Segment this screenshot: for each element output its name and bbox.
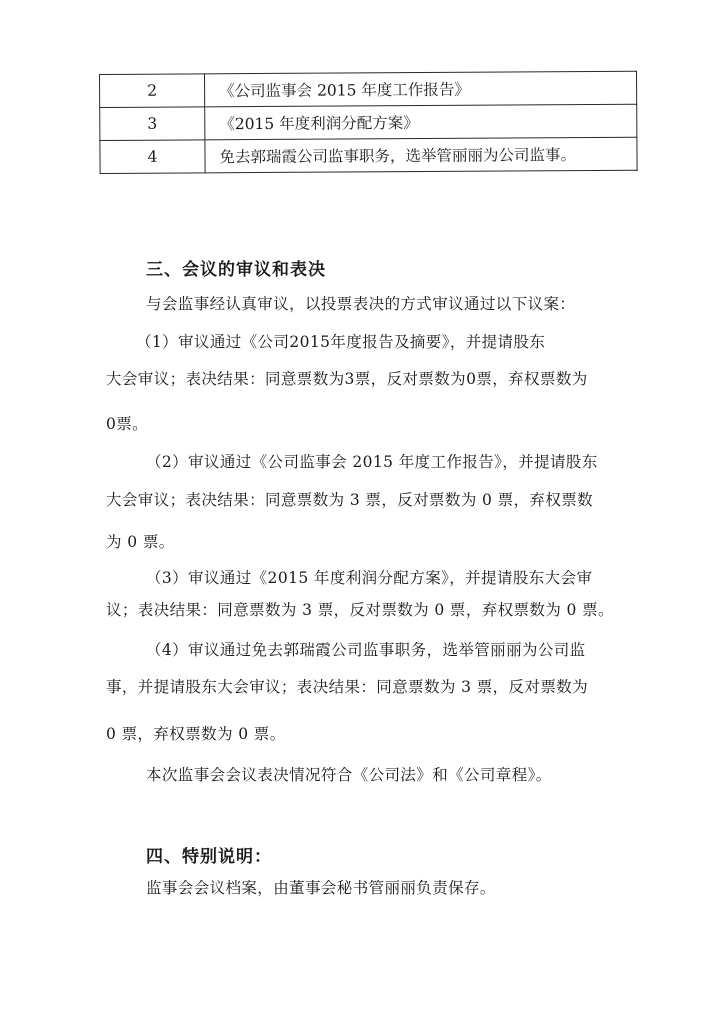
item4-line3: 0 票，弃权票数为 0 票。 <box>106 725 286 743</box>
row-number: 2 <box>100 74 205 108</box>
item1-line1: （1）审议通过《公司2015年度报告及摘要》，并提请股东 <box>136 333 546 351</box>
row-number: 3 <box>100 107 205 141</box>
row-number: 4 <box>100 140 205 174</box>
row-item: 免去郭瑞霞公司监事职务，选举管丽丽为公司监事。 <box>205 137 637 173</box>
agenda-table <box>99 71 638 174</box>
section3-intro: 与会监事经认真审议，以投票表决的方式审议通过以下议案： <box>146 295 576 313</box>
table-row <box>100 137 637 173</box>
table-row <box>100 71 637 107</box>
item4-line2: 事，并提请股东大会审议；表决结果：同意票数为 3 票，反对票数为 <box>106 678 589 696</box>
item3-line1: （3）审议通过《2015 年度利润分配方案》，并提请股东大会审 <box>146 569 593 587</box>
table-row <box>100 104 637 140</box>
row-item: 《公司监事会 2015 年度工作报告》 <box>205 71 637 107</box>
item2-line1: （2）审议通过《公司监事会 2015 年度工作报告》，并提请股东 <box>146 453 598 471</box>
section4-text: 监事会会议档案，由董事会秘书管丽丽负责保存。 <box>146 879 496 897</box>
item1-line3: 0票。 <box>106 415 149 433</box>
item1-line2: 大会审议；表决结果：同意票数为3票，反对票数为0票，弃权票数为 <box>106 370 588 388</box>
item4-line1: （4）审议通过免去郭瑞霞公司监事职务，选举管丽丽为公司监 <box>146 641 586 659</box>
section3-conclusion: 本次监事会会议表决情况符合《公司法》和《公司章程》。 <box>146 766 552 784</box>
section3-heading: 三、会议的审议和表决 <box>146 260 326 280</box>
item2-line3: 为 0 票。 <box>106 533 175 551</box>
item3-line2: 议；表决结果：同意票数为 3 票，反对票数为 0 票，弃权票数为 0 票。 <box>106 601 614 619</box>
section4-heading: 四、特别说明： <box>146 847 272 867</box>
item2-line2: 大会审议；表决结果：同意票数为 3 票，反对票数为 0 票，弃权票数 <box>106 491 594 509</box>
row-item: 《2015 年度利润分配方案》 <box>205 104 637 140</box>
